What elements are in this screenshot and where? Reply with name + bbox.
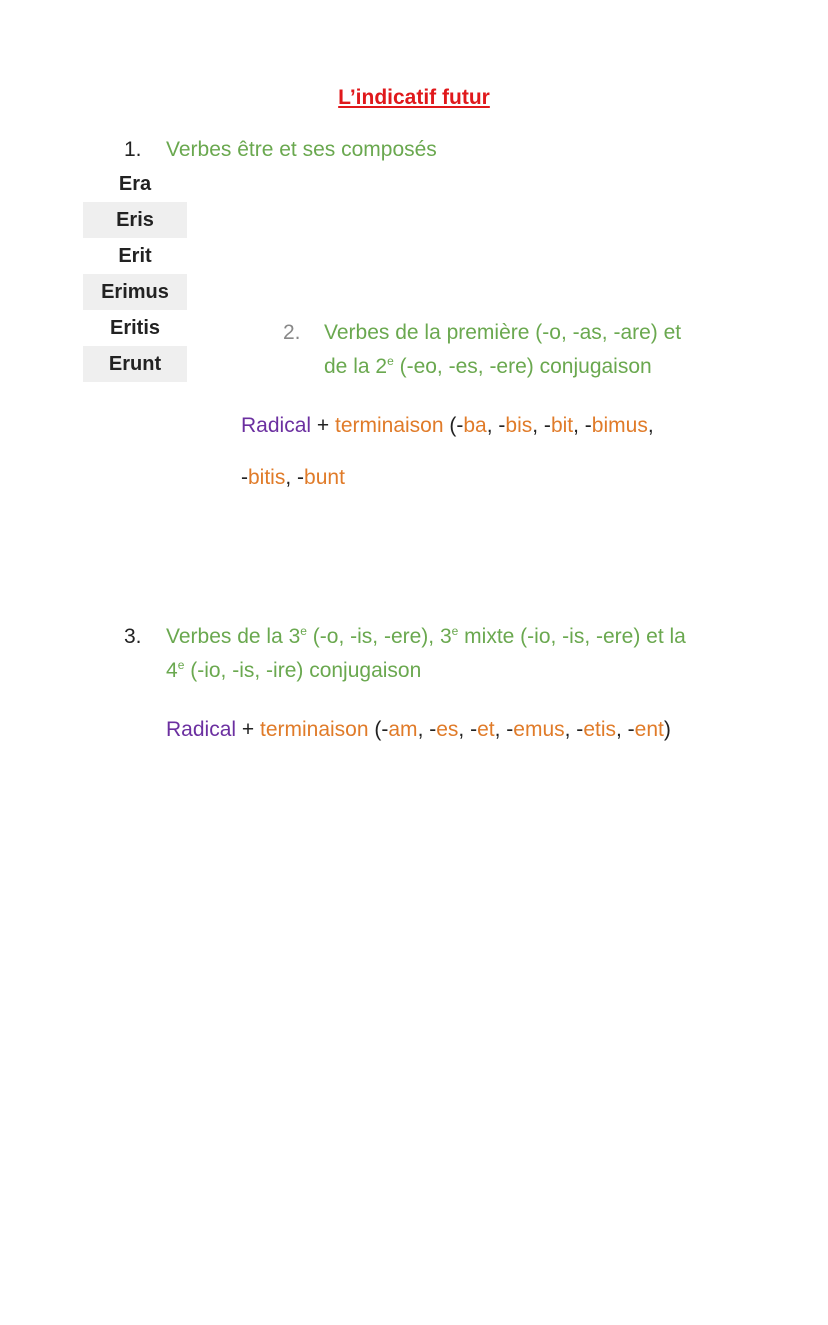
plus-sign: + bbox=[311, 414, 335, 437]
section-2-line-2-b: (-eo, -es, -ere) conjugaison bbox=[393, 355, 652, 378]
verb-item: Erimus bbox=[83, 274, 187, 310]
verb-item: Erunt bbox=[83, 346, 187, 382]
ending: bitis bbox=[248, 466, 286, 489]
section-3-number: 3. bbox=[124, 625, 142, 648]
ending: bunt bbox=[304, 466, 345, 489]
open-paren: ( bbox=[443, 414, 457, 437]
plus-sign: + bbox=[236, 718, 260, 741]
terminaison-label: terminaison bbox=[259, 718, 369, 741]
section-2-line-2 bbox=[324, 350, 744, 384]
section-2-line-1: Verbes de la première (-o, -as, -are) et bbox=[324, 321, 682, 344]
terminaison-label: terminaison bbox=[334, 414, 444, 437]
section-3-line-2 bbox=[166, 654, 764, 688]
section-3-sup-2: e bbox=[451, 624, 459, 638]
section-3-line-2-b: (-io, -is, -ire) conjugaison bbox=[184, 659, 422, 682]
verb-item: Era bbox=[118, 173, 152, 195]
section-3-line-1-c: mixte (-io, -is, -ere) et la bbox=[458, 625, 686, 648]
section-2-line-2-sup: e bbox=[387, 354, 394, 368]
verb-item: Erit bbox=[118, 245, 152, 267]
ending: bis bbox=[505, 414, 533, 437]
section-1-heading bbox=[124, 138, 437, 162]
section-3-line-1-a: Verbes de la 3 bbox=[166, 625, 301, 648]
radical-label: Radical bbox=[241, 414, 312, 437]
section-2-formula: Radical + terminaison (-ba, -bis, -bit, -bimus, -bitis, -bunt bbox=[241, 414, 654, 489]
section-3-line-1-b: (-o, -is, -ere), 3 bbox=[306, 625, 452, 648]
verb-list bbox=[83, 166, 187, 382]
section-3-sup-1: e bbox=[300, 624, 307, 638]
section-3-line-2-a: 4 bbox=[166, 659, 178, 682]
section-3-sup-3: e bbox=[177, 658, 185, 672]
section-2-line-2-a: de la 2 bbox=[324, 355, 388, 378]
ending: bit bbox=[550, 414, 574, 437]
open-paren: ( bbox=[368, 718, 382, 741]
close-paren: ) bbox=[663, 718, 671, 741]
radical-label: Radical bbox=[166, 718, 237, 741]
verb-item: Eritis bbox=[109, 317, 161, 339]
section-1-number: 1. bbox=[124, 138, 142, 161]
ending: ba bbox=[463, 414, 487, 437]
section-2-number: 2. bbox=[283, 321, 301, 344]
ending: ent bbox=[634, 718, 664, 741]
section-3-formula: Radical + terminaison (-am, -es, -et, -emus, -etis, -ent) bbox=[166, 718, 671, 741]
ending: etis bbox=[583, 718, 616, 741]
page-title: L’indicatif futur bbox=[338, 86, 490, 109]
section-3-heading bbox=[124, 620, 764, 688]
ending: es bbox=[436, 718, 459, 741]
section-1-title: Verbes être et ses composés bbox=[166, 138, 437, 161]
ending: et bbox=[477, 718, 495, 741]
verb-item: Eris bbox=[83, 202, 187, 238]
ending: am bbox=[388, 718, 418, 741]
section-2-heading bbox=[283, 316, 744, 384]
section-3-line-1 bbox=[166, 620, 764, 654]
ending: emus bbox=[513, 718, 565, 741]
ending: bimus bbox=[591, 414, 648, 437]
